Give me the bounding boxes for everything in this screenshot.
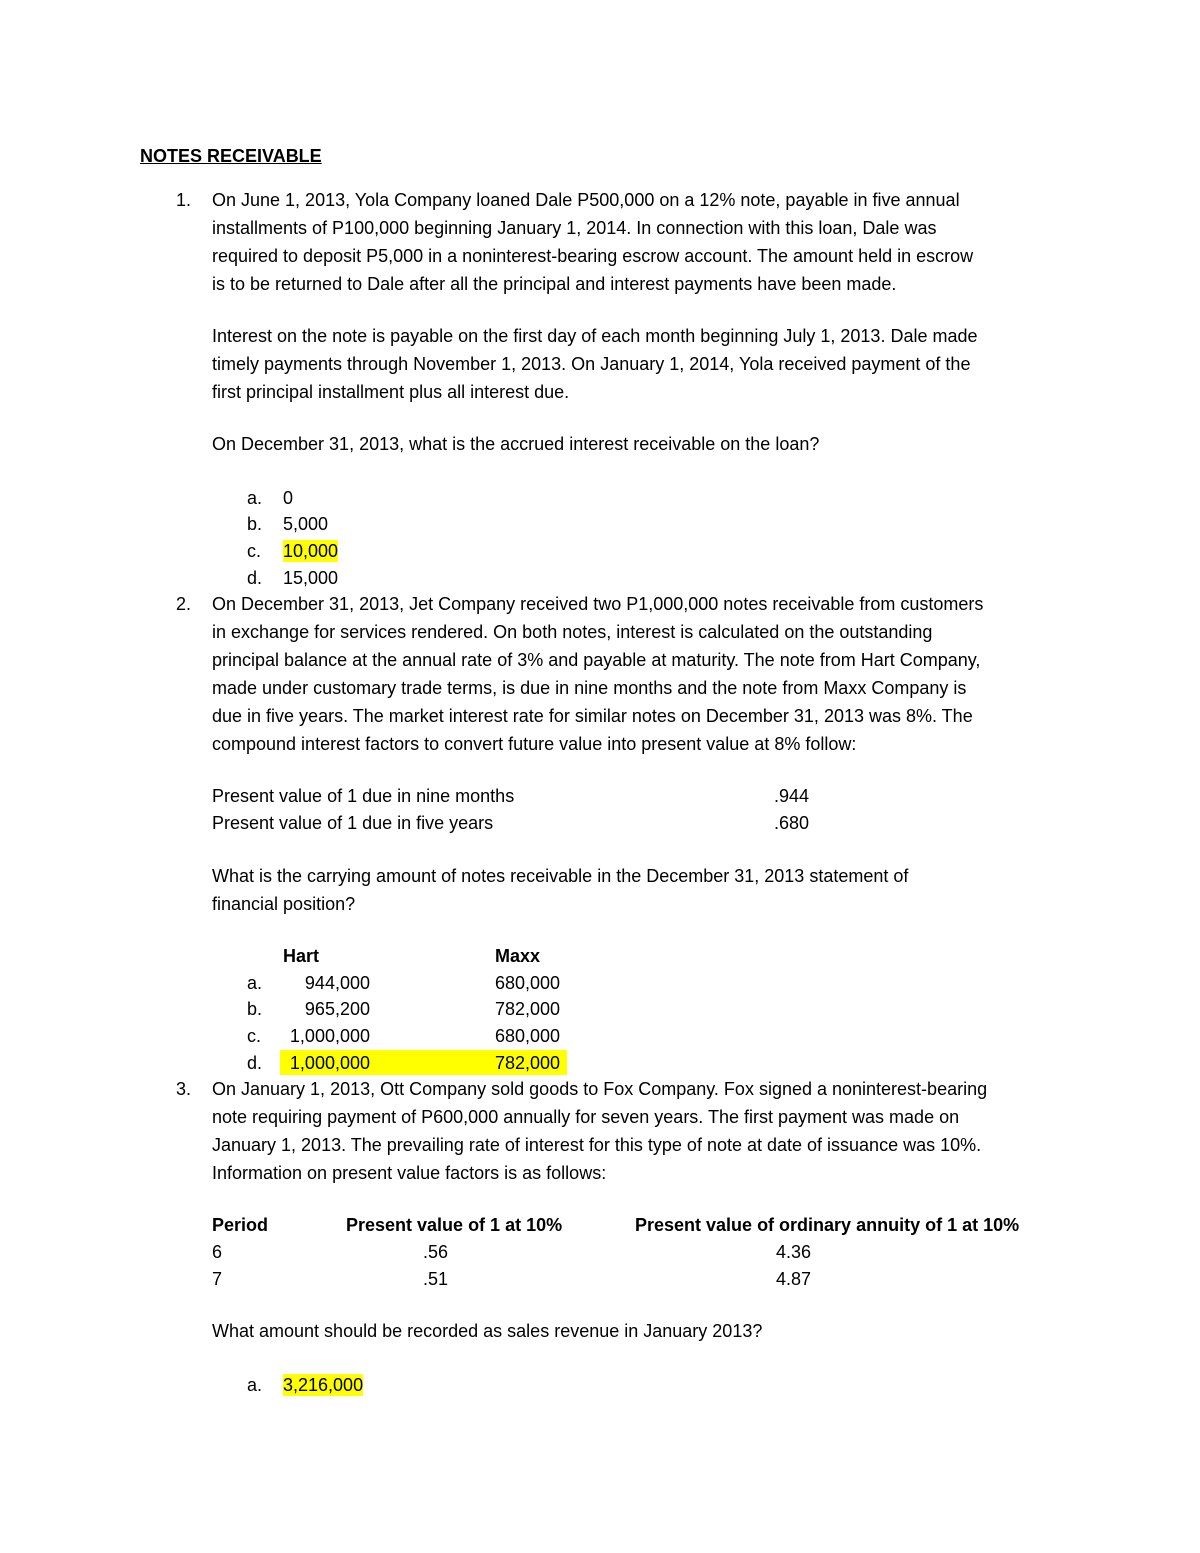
table-header-pvoa: Present value of ordinary annuity of 1 at 10% — [635, 1215, 1020, 1235]
column-header-maxx: Maxx — [495, 946, 541, 966]
q2-text-line: in exchange for services rendered. On both notes, interest is calculated on the outstanding — [212, 622, 933, 642]
question-2-number: 2. — [176, 594, 192, 614]
table-header-period: Period — [212, 1215, 269, 1235]
q3-text-line: note requiring payment of P600,000 annually for seven years. The first payment was made on — [212, 1107, 960, 1127]
q1-option-text: 5,000 — [283, 514, 329, 534]
factor-value: .680 — [774, 813, 810, 833]
q2-option-letter: a. — [247, 973, 263, 993]
q2-option-hart-highlighted: 1,000,000 — [289, 1053, 370, 1073]
q1-text-line: Interest on the note is payable on the first day of each month beginning July 1, 2013. Dale made — [212, 326, 978, 346]
q2-option-letter: d. — [247, 1053, 263, 1073]
q1-option-text: 0 — [283, 488, 294, 508]
factor-label: Present value of 1 due in nine months — [212, 786, 515, 806]
q2-option-hart: 944,000 — [304, 973, 370, 993]
q1-option-letter: c. — [247, 541, 262, 561]
question-1-number: 1. — [176, 190, 192, 210]
q1-option-letter: b. — [247, 514, 263, 534]
q2-option-letter: c. — [247, 1026, 262, 1046]
q1-text-line: first principal installment plus all interest due. — [212, 382, 570, 402]
q3-text-line: January 1, 2013. The prevailing rate of interest for this type of note at date of issuance was 10%. — [212, 1135, 982, 1155]
q1-option-letter: d. — [247, 568, 263, 588]
q1-question: On December 31, 2013, what is the accrued interest receivable on the loan? — [212, 434, 820, 454]
q1-option-text: 15,000 — [283, 568, 339, 588]
q2-option-maxx-highlighted: 782,000 — [495, 1053, 561, 1073]
q2-text-line: due in five years. The market interest rate for similar notes on December 31, 2013 was 8%. The — [212, 706, 973, 726]
q1-text-line: installments of P100,000 beginning January 1, 2014. In connection with this loan, Dale was — [212, 218, 937, 238]
q3-option-text-highlighted: 3,216,000 — [283, 1375, 364, 1395]
q1-option-letter: a. — [247, 488, 263, 508]
q2-option-maxx: 680,000 — [495, 973, 561, 993]
table-cell-pv1: .56 — [423, 1242, 449, 1262]
q3-question: What amount should be recorded as sales revenue in January 2013? — [212, 1321, 763, 1341]
table-cell-pvoa: 4.87 — [776, 1269, 812, 1289]
table-header-pv1: Present value of 1 at 10% — [346, 1215, 563, 1235]
table-cell-pvoa: 4.36 — [776, 1242, 812, 1262]
q1-text-line: is to be returned to Dale after all the principal and interest payments have been made. — [212, 274, 897, 294]
q1-text-line: required to deposit P5,000 in a noninterest-bearing escrow account. The amount held in escrow — [212, 246, 974, 266]
q2-option-hart: 965,200 — [304, 999, 370, 1019]
q2-question-line: financial position? — [212, 894, 356, 914]
q2-text-line: compound interest factors to convert future value into present value at 8% follow: — [212, 734, 857, 754]
table-cell-period: 6 — [212, 1242, 223, 1262]
factor-label: Present value of 1 due in five years — [212, 813, 494, 833]
factor-value: .944 — [774, 786, 810, 806]
q2-text-line: principal balance at the annual rate of 3% and payable at maturity. The note from Hart Company, — [212, 650, 981, 670]
table-cell-period: 7 — [212, 1269, 223, 1289]
q1-text-line: On June 1, 2013, Yola Company loaned Dale P500,000 on a 12% note, payable in five annual — [212, 190, 960, 210]
q3-option-letter: a. — [247, 1375, 263, 1395]
q2-text-line: made under customary trade terms, is due in nine months and the note from Maxx Company is — [212, 678, 967, 698]
question-3-number: 3. — [176, 1079, 192, 1099]
q2-option-letter: b. — [247, 999, 263, 1019]
q3-text-line: Information on present value factors is as follows: — [212, 1163, 607, 1183]
column-header-hart: Hart — [283, 946, 320, 966]
q2-option-maxx: 680,000 — [495, 1026, 561, 1046]
q2-question-line: What is the carrying amount of notes receivable in the December 31, 2013 statement of — [212, 866, 909, 886]
q2-option-maxx: 782,000 — [495, 999, 561, 1019]
q1-text-line: timely payments through November 1, 2013. On January 1, 2014, Yola received payment of the — [212, 354, 971, 374]
q1-option-text-highlighted: 10,000 — [283, 541, 339, 561]
q3-text-line: On January 1, 2013, Ott Company sold goods to Fox Company. Fox signed a noninterest-bearing — [212, 1079, 988, 1099]
q2-text-line: On December 31, 2013, Jet Company received two P1,000,000 notes receivable from customers — [212, 594, 984, 614]
q2-option-hart: 1,000,000 — [289, 1026, 370, 1046]
table-cell-pv1: .51 — [423, 1269, 449, 1289]
document-title: NOTES RECEIVABLE — [140, 146, 322, 166]
